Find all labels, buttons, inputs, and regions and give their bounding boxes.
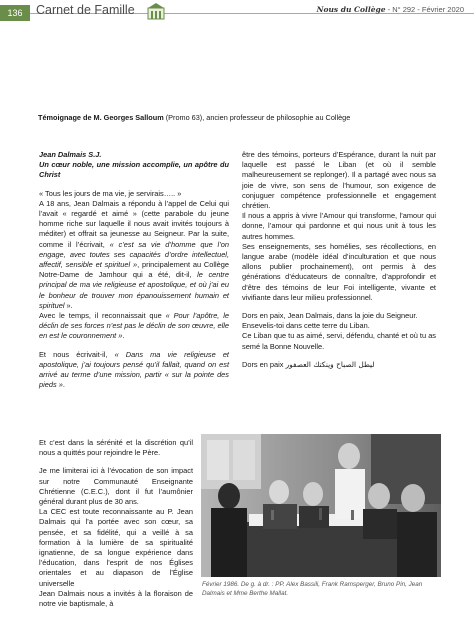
witness-paragraph: être des témoins, porteurs d’Espérance, durant la nuit par laquelle est passé le Liban (et où il semble malheureusement se replonger). Il a partagé avec nous sa joie de vivre, son sens de l’humour, son exigence de conjuguer compétence professionnelle et engagement chrétien. bbox=[242, 150, 436, 211]
magazine-name: Nous du Collège bbox=[316, 5, 386, 14]
college-seal-icon bbox=[146, 2, 166, 20]
farewell-line-1: Dors en paix, Jean Dalmais, dans la joie du Seigneur. bbox=[242, 311, 418, 321]
quote-paragraph: « Tous les jours de ma vie, je servirais….. » bbox=[39, 188, 182, 198]
magazine-issue bbox=[317, 5, 464, 14]
obituary-name: Jean Dalmais S.J. bbox=[39, 150, 102, 159]
group-photo bbox=[201, 434, 441, 577]
farewell-line-4: Dors en paix ليطل الصباح وينكتك العصفور bbox=[242, 359, 375, 369]
left-column bbox=[39, 150, 229, 390]
love-paragraph: Il nous a appris à vivre l’Amour qui transforme, l’amour qui donne, l’amour qui pardonne et qui nous unit à tous les autres hommes. bbox=[242, 211, 436, 241]
obituary-subtitle: Un cœur noble, une mission accomplie, un apôtre du Christ bbox=[39, 160, 229, 180]
arabic-blessing: ليطل الصباح وينكتك العصفور bbox=[285, 359, 375, 369]
testimony-details: (Promo 63), ancien professeur de philosophie au Collège bbox=[163, 113, 351, 122]
cec-intro-paragraph: Je me limiterai ici à l’évocation de son impact sur notre Communauté Enseignante Chrétienne (C.E.C.), dont il fut l’aumônier général durant plus de 30 ans. bbox=[39, 466, 193, 507]
teachings-paragraph: Ses enseignements, ses homélies, ses récollections, en langue arabe (modèle idéal d’inculturation et que nous allons publier prochainement), ont permis à des générations d’éducateurs de connaître, d’approfondir et d’être des témoins de leur Foi intelligente, vivante et vivifiante dans leur milieu professionnel. bbox=[242, 241, 436, 302]
mission-paragraph: Et nous écrivait-il, « Dans ma vie religieuse et apostolique, j’ai toujours pensé qu’il fallait, quand on est arrivé au terme d’une mission, partir « sur la pointe des pieds ». bbox=[39, 349, 229, 390]
section-title: Carnet de Famille bbox=[36, 3, 135, 17]
biography-paragraph: A 18 ans, Jean Dalmais a répondu à l’appel de Celui qui l’avait « regardé et aimé » (cette parabole du jeune homme riche sur laquelle il nous avait invités toujours à méditer) et offrait sa jeunesse au Seigneur. Par la suite, comme il l’écrivait, « c’est sa vie d’homme que l’on engage, avec toutes ses capacités d’ordre intellectuel, affectif, sensible et spirituel », principalement au Collège Notre-Dame de Jamhour qui a été, dit-il, le centre principal de ma vie religieuse et apostolique, et où j’ai eu le bonheur de trouver mon épanouissement humain et spirituel ». bbox=[39, 198, 229, 310]
testimony-heading bbox=[38, 113, 350, 122]
farewell-line-2: Ensevelis-toi dans cette terre du Liban. bbox=[242, 321, 370, 331]
testimony-title: Témoignage de M. Georges Salloum bbox=[38, 113, 164, 122]
bottom-left-column bbox=[39, 438, 193, 609]
page-header bbox=[0, 0, 474, 22]
issue-info: - N° 292 - Février 2020 bbox=[387, 5, 464, 14]
serenity-paragraph: Et c’est dans la sérénité et la discrétion qu’il nous a quittés pour rejoindre le Père. bbox=[39, 438, 193, 458]
baptismal-paragraph: Jean Dalmais nous a invités à la floraison de notre vie baptismale, à bbox=[39, 588, 193, 609]
farewell-line-3: Ce Liban que tu as aimé, servi, défendu, chanté et où tu as semé la Bonne Nouvelle. bbox=[242, 331, 436, 351]
photo-caption: Février 1986. De g. à dr. : PP. Alex Bassili, Frank Ramsperger, Bruno Pin, Jean Dalmais et Mme Berthe Mallat. bbox=[202, 581, 423, 597]
decline-paragraph: Avec le temps, il reconnaissait que « Pour l’apôtre, le déclin de ses forces n’est pas le déclin de son œuvre, elle en est le couronnement ». bbox=[39, 311, 229, 341]
page-number: 136 bbox=[0, 5, 30, 21]
cec-gratitude-paragraph: La CEC est toute reconnaissante au P. Jean Dalmais qui l’a portée avec son cœur, sa pensée, et sa fidélité, qui a veillé à sa formation à la lumière de sa spiritualité ignatienne, de sa longue expérience dans l’éducation, dans l’esprit de nos Églises orientales et au diapason de l’Église universelle bbox=[39, 507, 193, 588]
photo-image bbox=[201, 434, 441, 577]
right-column bbox=[242, 150, 436, 370]
